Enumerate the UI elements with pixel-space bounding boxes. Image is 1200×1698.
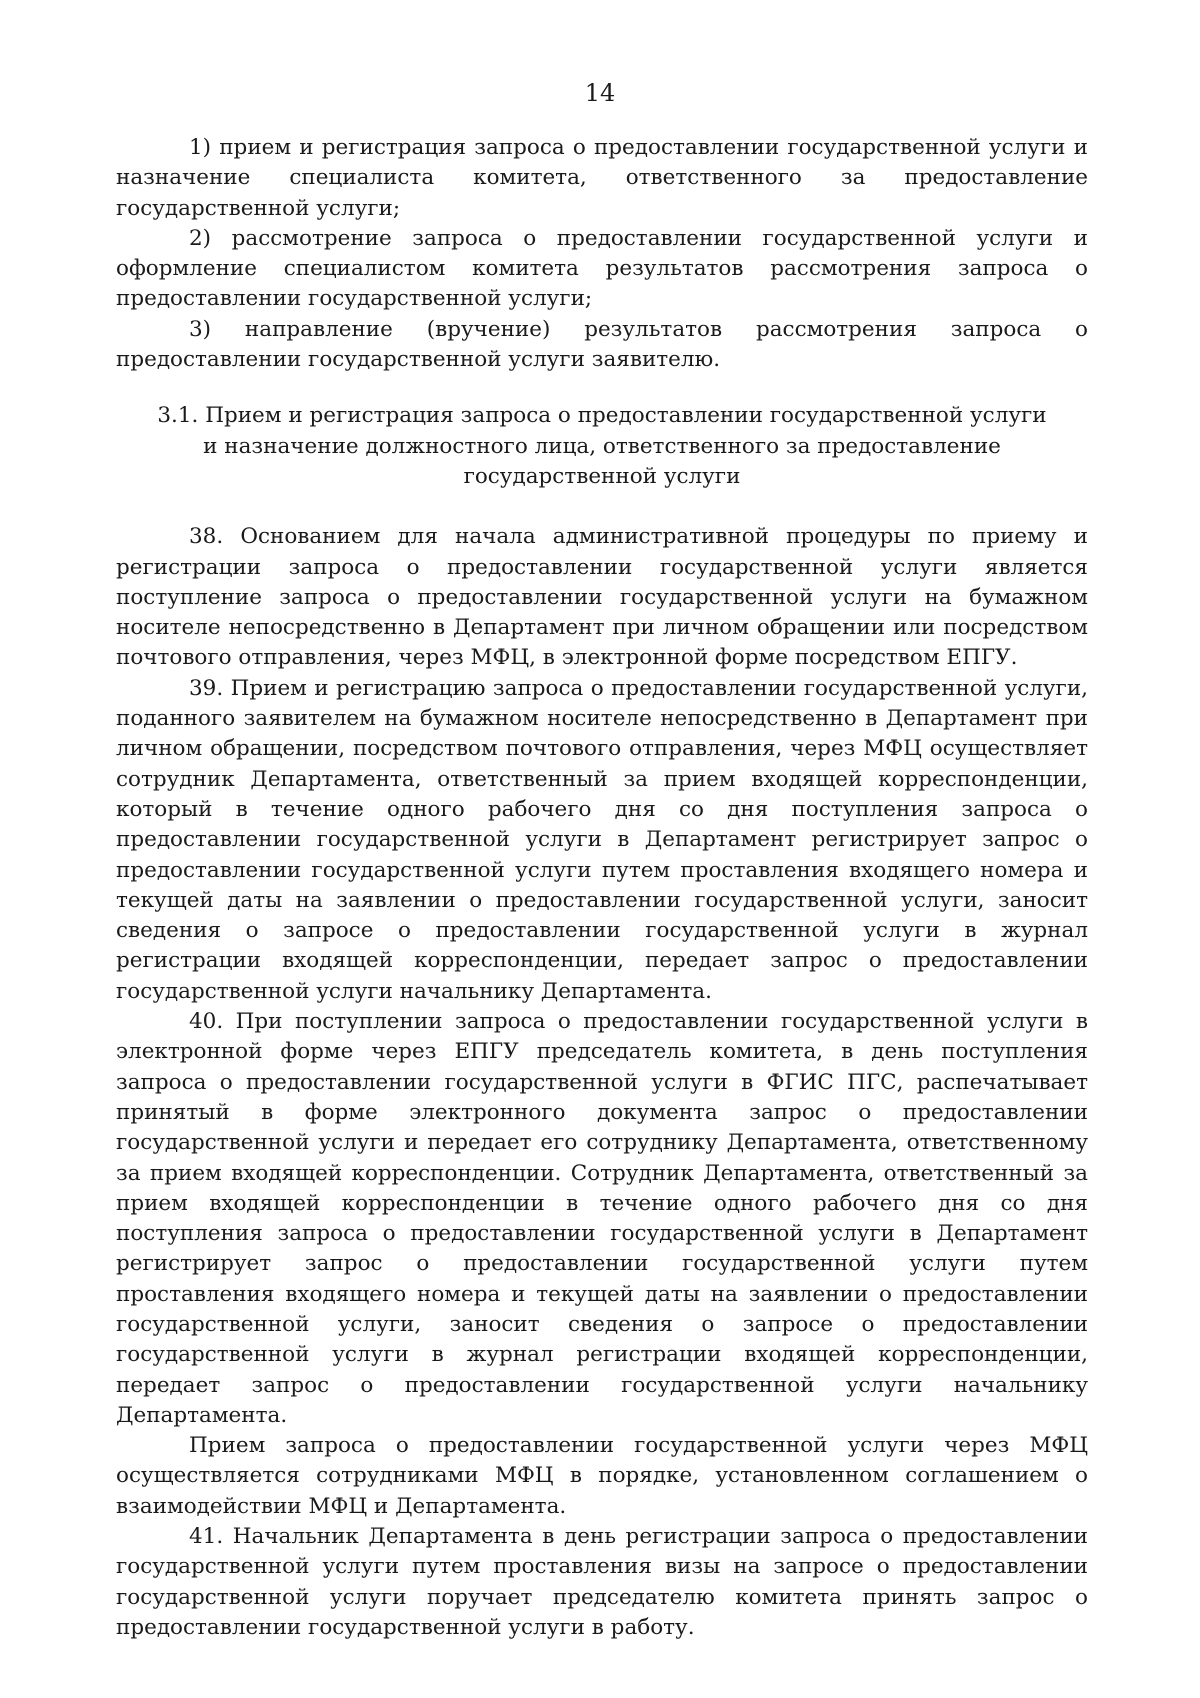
- paragraph-39: 39. Прием и регистрацию запроса о предоставлении государственной услуги, поданного заявителем на бумажном носителе непосредственно в Департамент при личном обращении, посредством почтового отправления, через МФЦ осуществляет сотрудник Департамента, ответственный за прием входящей корреспонденции, который в течение одного рабочего дня со дня поступления запроса о предоставлении государственной услуги в Департамент регистрирует запрос о предоставлении государственной услуги путем проставления входящего номера и текущей даты на заявлении о предоставлении государственной услуги, заносит сведения о запросе о предоставлении государственной услуги в журнал регистрации входящей корреспонденции, передает запрос о предоставлении государственной услуги начальнику Департамента.: [116, 675, 1088, 1004]
- section-heading-line-3: государственной услуги: [463, 463, 741, 489]
- intro-item-2: 2) рассмотрение запроса о предоставлении государственной услуги и оформление специалистом комитета результатов рассмотрения запроса о предоставлении государственной услуги;: [116, 225, 1088, 312]
- section-heading: [116, 401, 1088, 492]
- section-heading-line-2: и назначение должностного лица, ответственного за предоставление: [203, 433, 1001, 459]
- document-body: [116, 133, 1088, 1643]
- intro-item-1: 1) прием и регистрация запроса о предоставлении государственной услуги и назначение специалиста комитета, ответственного за предоставление государственной услуги;: [116, 135, 1088, 221]
- page-number: 14: [584, 79, 616, 107]
- paragraph-41: 41. Начальник Департамента в день регистрации запроса о предоставлении государственной услуги путем проставления визы на запросе о предоставлении государственной услуги поручает председателю комитета принять запрос о предоставлении государственной услуги в работу.: [116, 1524, 1088, 1640]
- paragraph-40: 40. При поступлении запроса о предоставлении государственной услуги в электронной форме через ЕПГУ председатель комитета, в день поступления запроса о предоставлении государственной услуги в ФГИС ПГС, распечатывает принятый в форме электронного документа запрос о предоставлении государственной услуги и передает его сотруднику Департамента, ответственному за прием входящей корреспонденции. Сотрудник Департамента, ответственный за прием входящей корреспонденции в течение одного рабочего дня со дня поступления запроса о предоставлении государственной услуги в Департамент регистрирует запрос о предоставлении государственной услуги путем проставления входящего номера и текущей даты на заявлении о предоставлении государственной услуги, заносит сведения о запросе о предоставлении государственной услуги в журнал регистрации входящей корреспонденции, передает запрос о предоставлении государственной услуги начальнику Департамента.: [116, 1009, 1088, 1428]
- intro-item-3: 3) направление (вручение) результатов рассмотрения запроса о предоставлении государственной услуги заявителю.: [116, 316, 1088, 373]
- section-heading-line-1: 3.1. Прием и регистрация запроса о предоставлении государственной услуги: [157, 403, 1047, 429]
- paragraph-38: 38. Основанием для начала административной процедуры по приему и регистрации запроса о предоставлении государственной услуги является поступление запроса о предоставлении государственной услуги на бумажном носителе непосредственно в Департамент при личном обращении или посредством почтового отправления, через МФЦ, в электронной форме посредством ЕПГУ.: [116, 524, 1088, 671]
- paragraph-mfc-reception: Прием запроса о предоставлении государственной услуги через МФЦ осуществляется сотрудниками МФЦ в порядке, установленном соглашением о взаимодействии МФЦ и Департамента.: [116, 1433, 1088, 1519]
